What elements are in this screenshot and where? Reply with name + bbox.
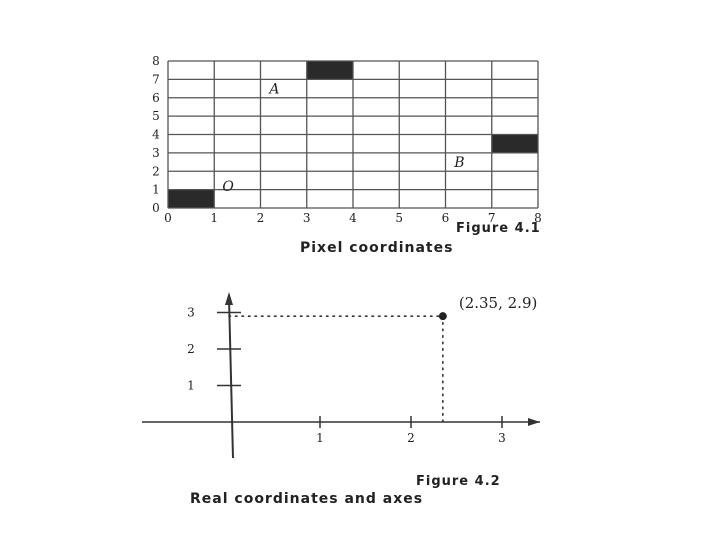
y-tick-label-2: 2 <box>187 342 195 356</box>
y-axis <box>229 298 233 458</box>
grid-y-tick-4: 4 <box>152 127 160 142</box>
plotted-point <box>439 312 447 320</box>
figure-1-number: Figure 4.1 <box>456 221 541 236</box>
y-tick-label-1: 1 <box>187 378 195 393</box>
grid-x-tick-3: 3 <box>302 211 311 225</box>
filled-pixel-0 <box>168 190 214 208</box>
figure-2-number: Figure 4.2 <box>416 474 501 489</box>
grid-y-tick-2: 2 <box>152 164 160 179</box>
x-tick-label-3: 3 <box>498 431 506 445</box>
grid-y-tick-5: 5 <box>152 109 160 124</box>
grid-y-tick-3: 3 <box>152 145 160 160</box>
x-axis-arrow <box>528 418 540 426</box>
grid-point-label-b: B <box>454 155 465 172</box>
grid-point-label-o: O <box>222 178 234 195</box>
grid-x-tick-7: 7 <box>487 211 496 225</box>
grid-x-tick-0: 0 <box>164 211 172 225</box>
grid-y-tick-7: 7 <box>152 72 160 87</box>
y-axis-arrow <box>225 292 233 305</box>
x-tick-label-2: 2 <box>407 431 415 445</box>
x-tick-label-1: 1 <box>316 431 324 445</box>
grid-y-tick-0: 0 <box>152 201 160 215</box>
grid-x-tick-5: 5 <box>395 211 404 225</box>
grid-y-tick-6: 6 <box>152 90 160 105</box>
grid-y-tick-8: 8 <box>152 54 160 68</box>
grid-y-tick-1: 1 <box>152 182 160 197</box>
grid-x-tick-1: 1 <box>210 211 219 225</box>
filled-pixel-1 <box>307 61 353 79</box>
plotted-point-label: (2.35, 2.9) <box>458 294 538 313</box>
grid-x-tick-6: 6 <box>441 211 450 225</box>
filled-pixel-2 <box>492 135 538 153</box>
grid-x-tick-2: 2 <box>256 211 265 225</box>
figure-1-title: Pixel coordinates <box>300 240 454 256</box>
grid-x-tick-8: 8 <box>534 211 542 225</box>
figure-2-title: Real coordinates and axes <box>190 491 424 507</box>
grid-x-tick-4: 4 <box>349 211 357 225</box>
grid-point-label-a: A <box>269 81 280 98</box>
y-tick-label-3: 3 <box>187 305 195 320</box>
